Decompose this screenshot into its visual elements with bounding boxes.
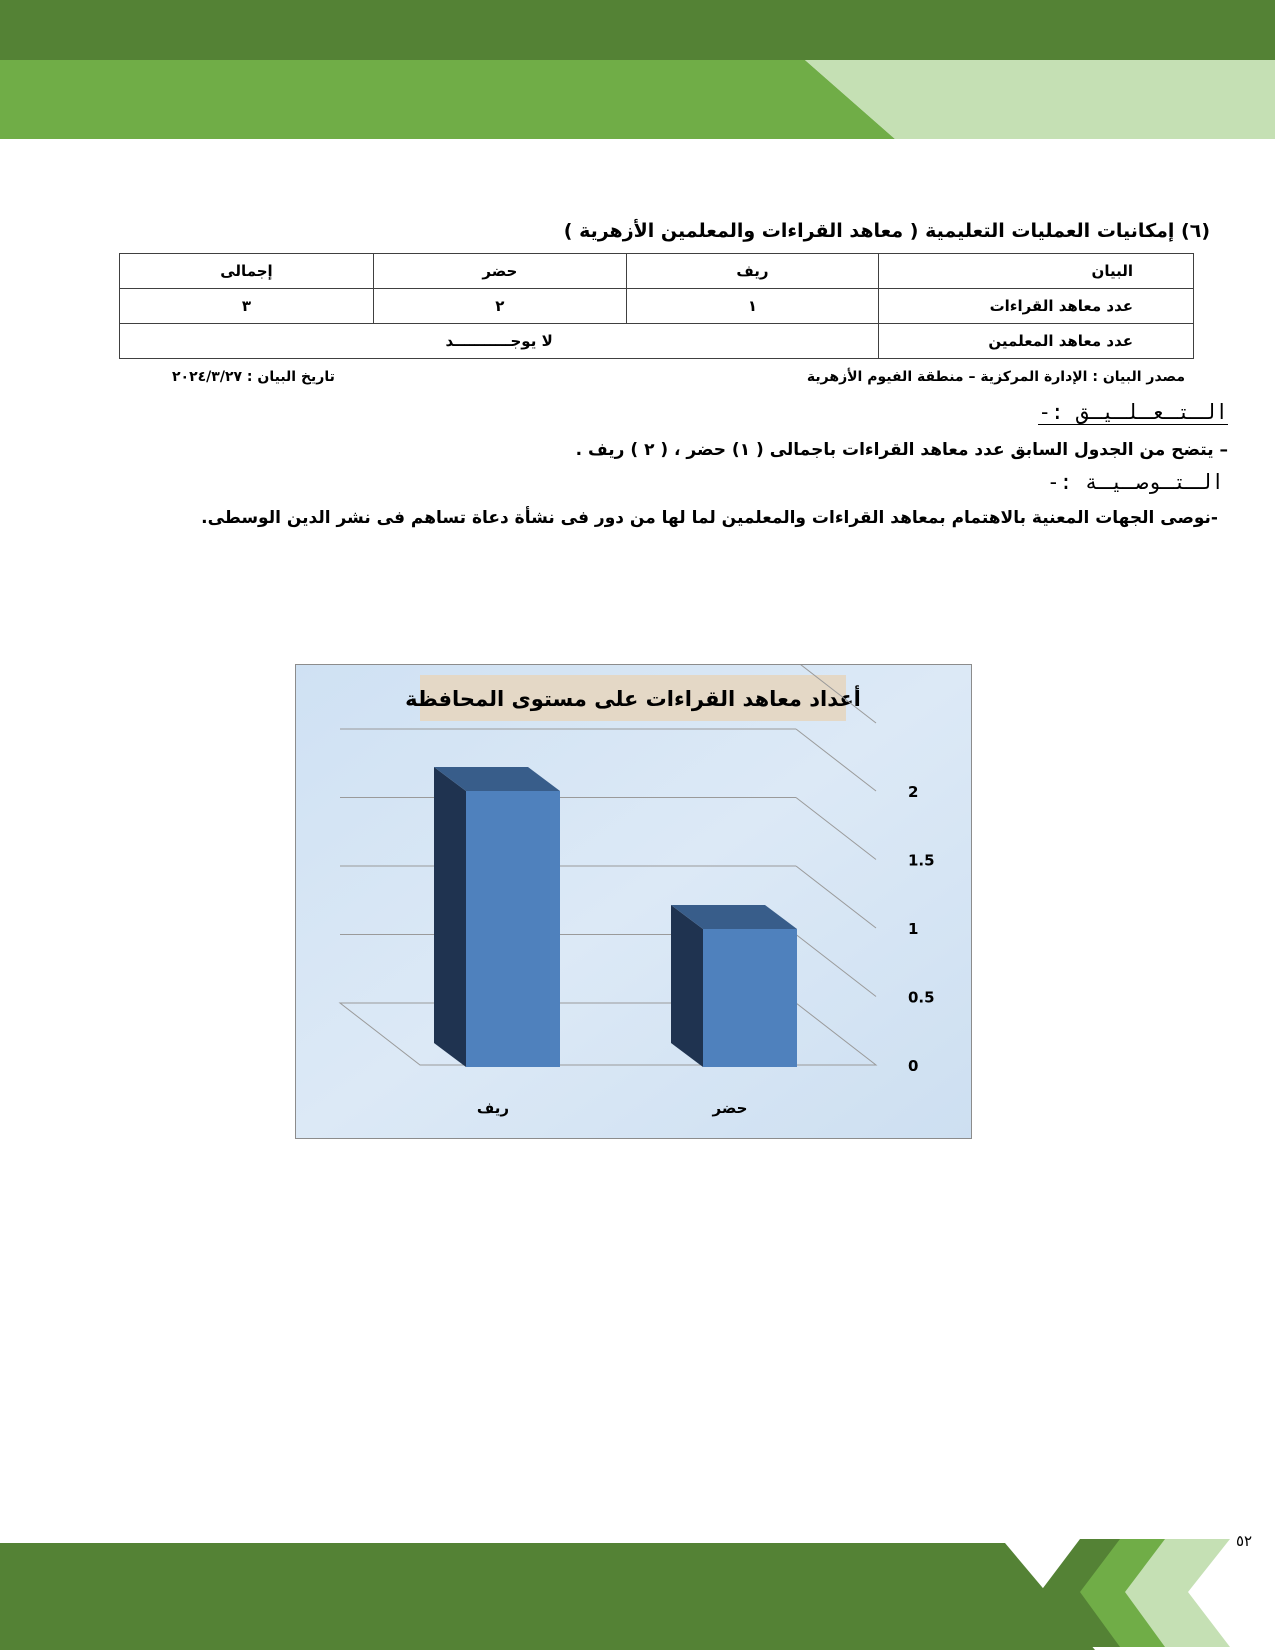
- table-row: [120, 324, 1194, 359]
- table-header-cell: ريف: [626, 254, 879, 289]
- data-date: تاريخ البيان : ٢٠٢٤/٣/٢٧: [172, 369, 335, 385]
- bar-side: [434, 767, 466, 1067]
- y-tick-label: 1.5: [908, 851, 935, 870]
- table-cell: ١: [626, 289, 879, 324]
- y-tick-label: 1: [908, 920, 919, 938]
- chart-background: [296, 665, 971, 1138]
- comment-heading: الـتـعـلـيـق :-: [1038, 400, 1228, 424]
- bar-chart: [296, 665, 971, 1138]
- table-header-row: [120, 254, 1194, 289]
- y-tick-label: 0: [908, 1057, 919, 1075]
- footer-banner: [0, 1535, 1275, 1650]
- table-cell: ٣: [120, 289, 374, 324]
- bar-side: [671, 905, 703, 1067]
- comment-text: – يتضح من الجدول السابق عدد معاهد القراءات باجمالى ( ١) حضر ، ( ٢ ) ريف .: [575, 440, 1228, 460]
- table-cell-merged: لا يوجـــــــــــد: [120, 324, 879, 359]
- data-table: [119, 253, 1194, 359]
- data-source: مصدر البيان : الإدارة المركزية – منطقة الفيوم الأزهرية: [806, 369, 1185, 385]
- table-header-cell: البيان: [879, 254, 1194, 289]
- recommendation-text: -نوصى الجهات المعنية بالاهتمام بمعاهد القراءات والمعلمين لما لها من دور فى نشأة دعاة تساهم فى نشر الدين الوسطى.: [201, 508, 1218, 528]
- table-header-cell: إجمالى: [120, 254, 374, 289]
- table-cell: ٢: [373, 289, 626, 324]
- table-row: [120, 289, 1194, 324]
- recommendation-heading: الـتـوصـيـة :-: [1046, 470, 1224, 494]
- header-banner: [0, 0, 1275, 145]
- table-row-label: عدد معاهد القراءات: [879, 289, 1194, 324]
- y-tick-label: 2: [908, 783, 919, 801]
- bar: [703, 929, 797, 1067]
- x-tick-label: ريف: [476, 1099, 510, 1117]
- chart-title: أعداد معاهد القراءات على مستوى المحافظة: [405, 687, 861, 711]
- x-tick-label: حضر: [712, 1099, 748, 1117]
- section-title: (٦) إمكانيات العمليات التعليمية ( معاهد القراءات والمعلمين الأزهرية ): [563, 220, 1210, 242]
- chart-container: [295, 664, 972, 1139]
- y-tick-label: 0.5: [908, 988, 935, 1007]
- bar: [466, 791, 560, 1067]
- table-row-label: عدد معاهد المعلمين: [879, 324, 1194, 359]
- table-header-cell: حضر: [373, 254, 626, 289]
- page-number: ٥٢: [1236, 1532, 1253, 1550]
